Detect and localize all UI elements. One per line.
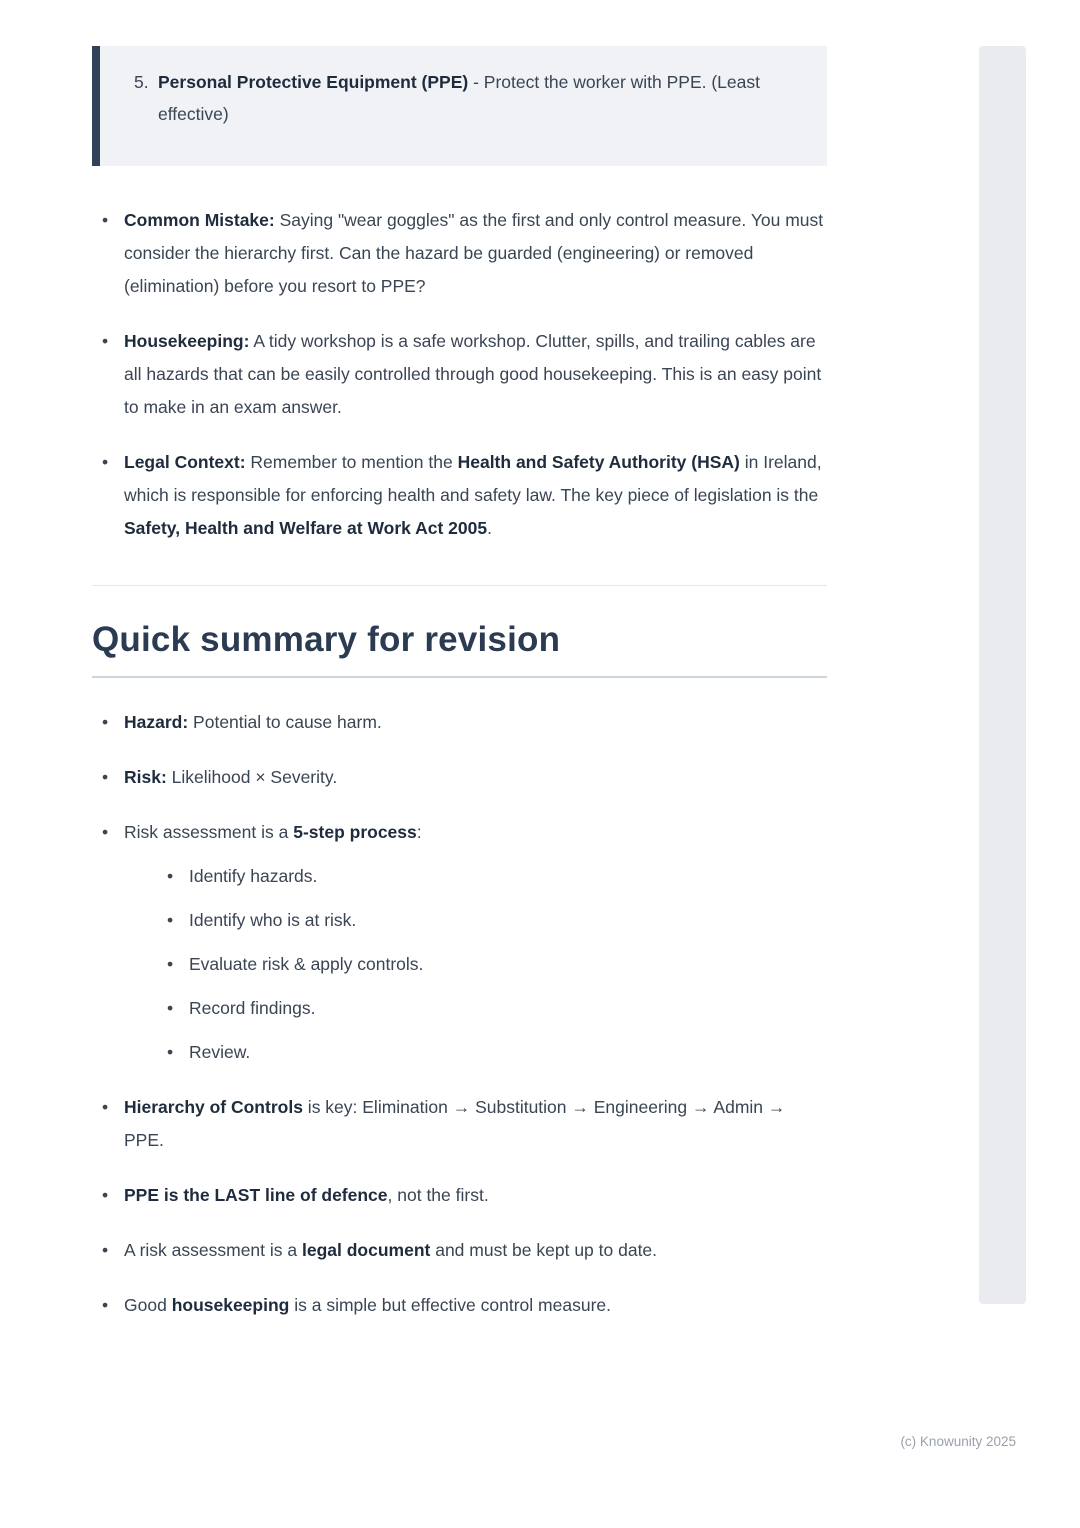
list-item: • Legal Context: Remember to mention the Health and Safety Authority (HSA) in Ireland, which is responsible for enforcing health and safety law. The key piece of legislation is the Safety, Health and Welfare at Work Act 2005.: [92, 446, 827, 545]
list-item: • Common Mistake: Saying "wear goggles" as the first and only control measure. You must consider the hierarchy first. Can the hazard be guarded (engineering) or removed (elimination) before you resort to PPE?: [92, 204, 827, 303]
callout-list-item: [134, 66, 799, 130]
sub-list-item: • Identify who is at risk.: [157, 904, 827, 937]
list-item: [92, 816, 827, 1069]
notes-list: [92, 204, 827, 545]
sub-list-item: • Identify hazards.: [157, 860, 827, 893]
scrollbar-thumb[interactable]: [979, 46, 1026, 1304]
sub-list-item: • Review.: [157, 1036, 827, 1069]
list-item-text: Risk assessment is a 5-step process:: [124, 822, 422, 842]
list-item: • PPE is the LAST line of defence, not the first.: [92, 1179, 827, 1212]
footer-copyright: (c) Knowunity 2025: [900, 1434, 1016, 1449]
sub-list-item: • Record findings.: [157, 992, 827, 1025]
document-content: [92, 46, 827, 1344]
section-divider: [92, 585, 827, 586]
sub-list-item: • Evaluate risk & apply controls.: [157, 948, 827, 981]
list-item: • A risk assessment is a legal document and must be kept up to date.: [92, 1234, 827, 1267]
list-item: • Housekeeping: A tidy workshop is a safe workshop. Clutter, spills, and trailing cables are all hazards that can be easily controlled through good housekeeping. This is an easy point to make in an exam answer.: [92, 325, 827, 424]
page-title: Quick summary for revision: [92, 620, 827, 678]
list-item: • Good housekeeping is a simple but effective control measure.: [92, 1289, 827, 1322]
list-item: • Hazard: Potential to cause harm.: [92, 706, 827, 739]
callout-text: Personal Protective Equipment (PPE) - Protect the worker with PPE. (Least effective): [158, 72, 760, 124]
summary-list: [92, 706, 827, 1322]
sub-list: [157, 860, 827, 1069]
callout-ppe: [92, 46, 827, 166]
callout-number: 5.: [134, 72, 149, 92]
list-item: • Hierarchy of Controls is key: Elimination → Substitution → Engineering → Admin → PPE.: [92, 1091, 827, 1157]
list-item: • Risk: Likelihood × Severity.: [92, 761, 827, 794]
